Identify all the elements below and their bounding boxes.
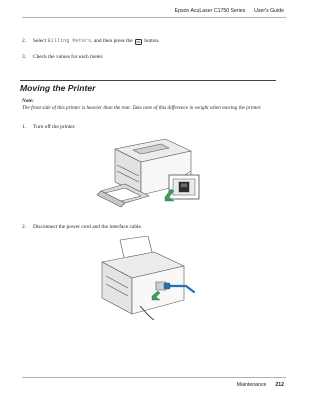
- power-switch-inset: [165, 175, 199, 201]
- step-text: Turn off the printer.: [33, 124, 76, 130]
- step-select-billing: [22, 38, 159, 45]
- page-number: 212: [275, 382, 284, 388]
- note-text: The front side of this printer is heavier than the rear. Take note of this difference in weight when moving the printer.: [22, 105, 262, 111]
- section-title: Moving the Printer: [20, 83, 96, 93]
- footer-section: Maintenance: [236, 382, 267, 388]
- menu-item-code: Billing Meters: [47, 38, 92, 44]
- step-number: 2.: [22, 38, 27, 44]
- step-text: button.: [144, 38, 160, 44]
- step-number: 3.: [22, 54, 27, 60]
- step-text: , and then press the: [91, 38, 133, 44]
- step-disconnect: [22, 224, 142, 231]
- header-rule: [22, 17, 286, 18]
- step-number: 2.: [22, 224, 27, 230]
- step-number: 1.: [22, 124, 27, 130]
- footer-rule: [22, 377, 286, 378]
- step-check-values: [22, 54, 103, 61]
- note-label: Note:: [22, 98, 34, 104]
- printer-rear-cable-illustration: [92, 236, 202, 322]
- step-text: Disconnect the power cord and the interface cable.: [33, 224, 143, 230]
- step-turn-off: [22, 124, 76, 131]
- ok-button-icon: OK: [136, 39, 141, 44]
- section-rule: [20, 80, 276, 81]
- running-header: [175, 8, 284, 14]
- header-guide: User's Guide: [254, 8, 284, 14]
- step-text: Check the values for each meter.: [33, 54, 104, 60]
- printer-power-off-illustration: [95, 135, 205, 217]
- step-text: Select: [33, 38, 47, 44]
- header-product: Epson AcuLaser C1750 Series: [174, 8, 246, 14]
- running-footer: [237, 382, 284, 388]
